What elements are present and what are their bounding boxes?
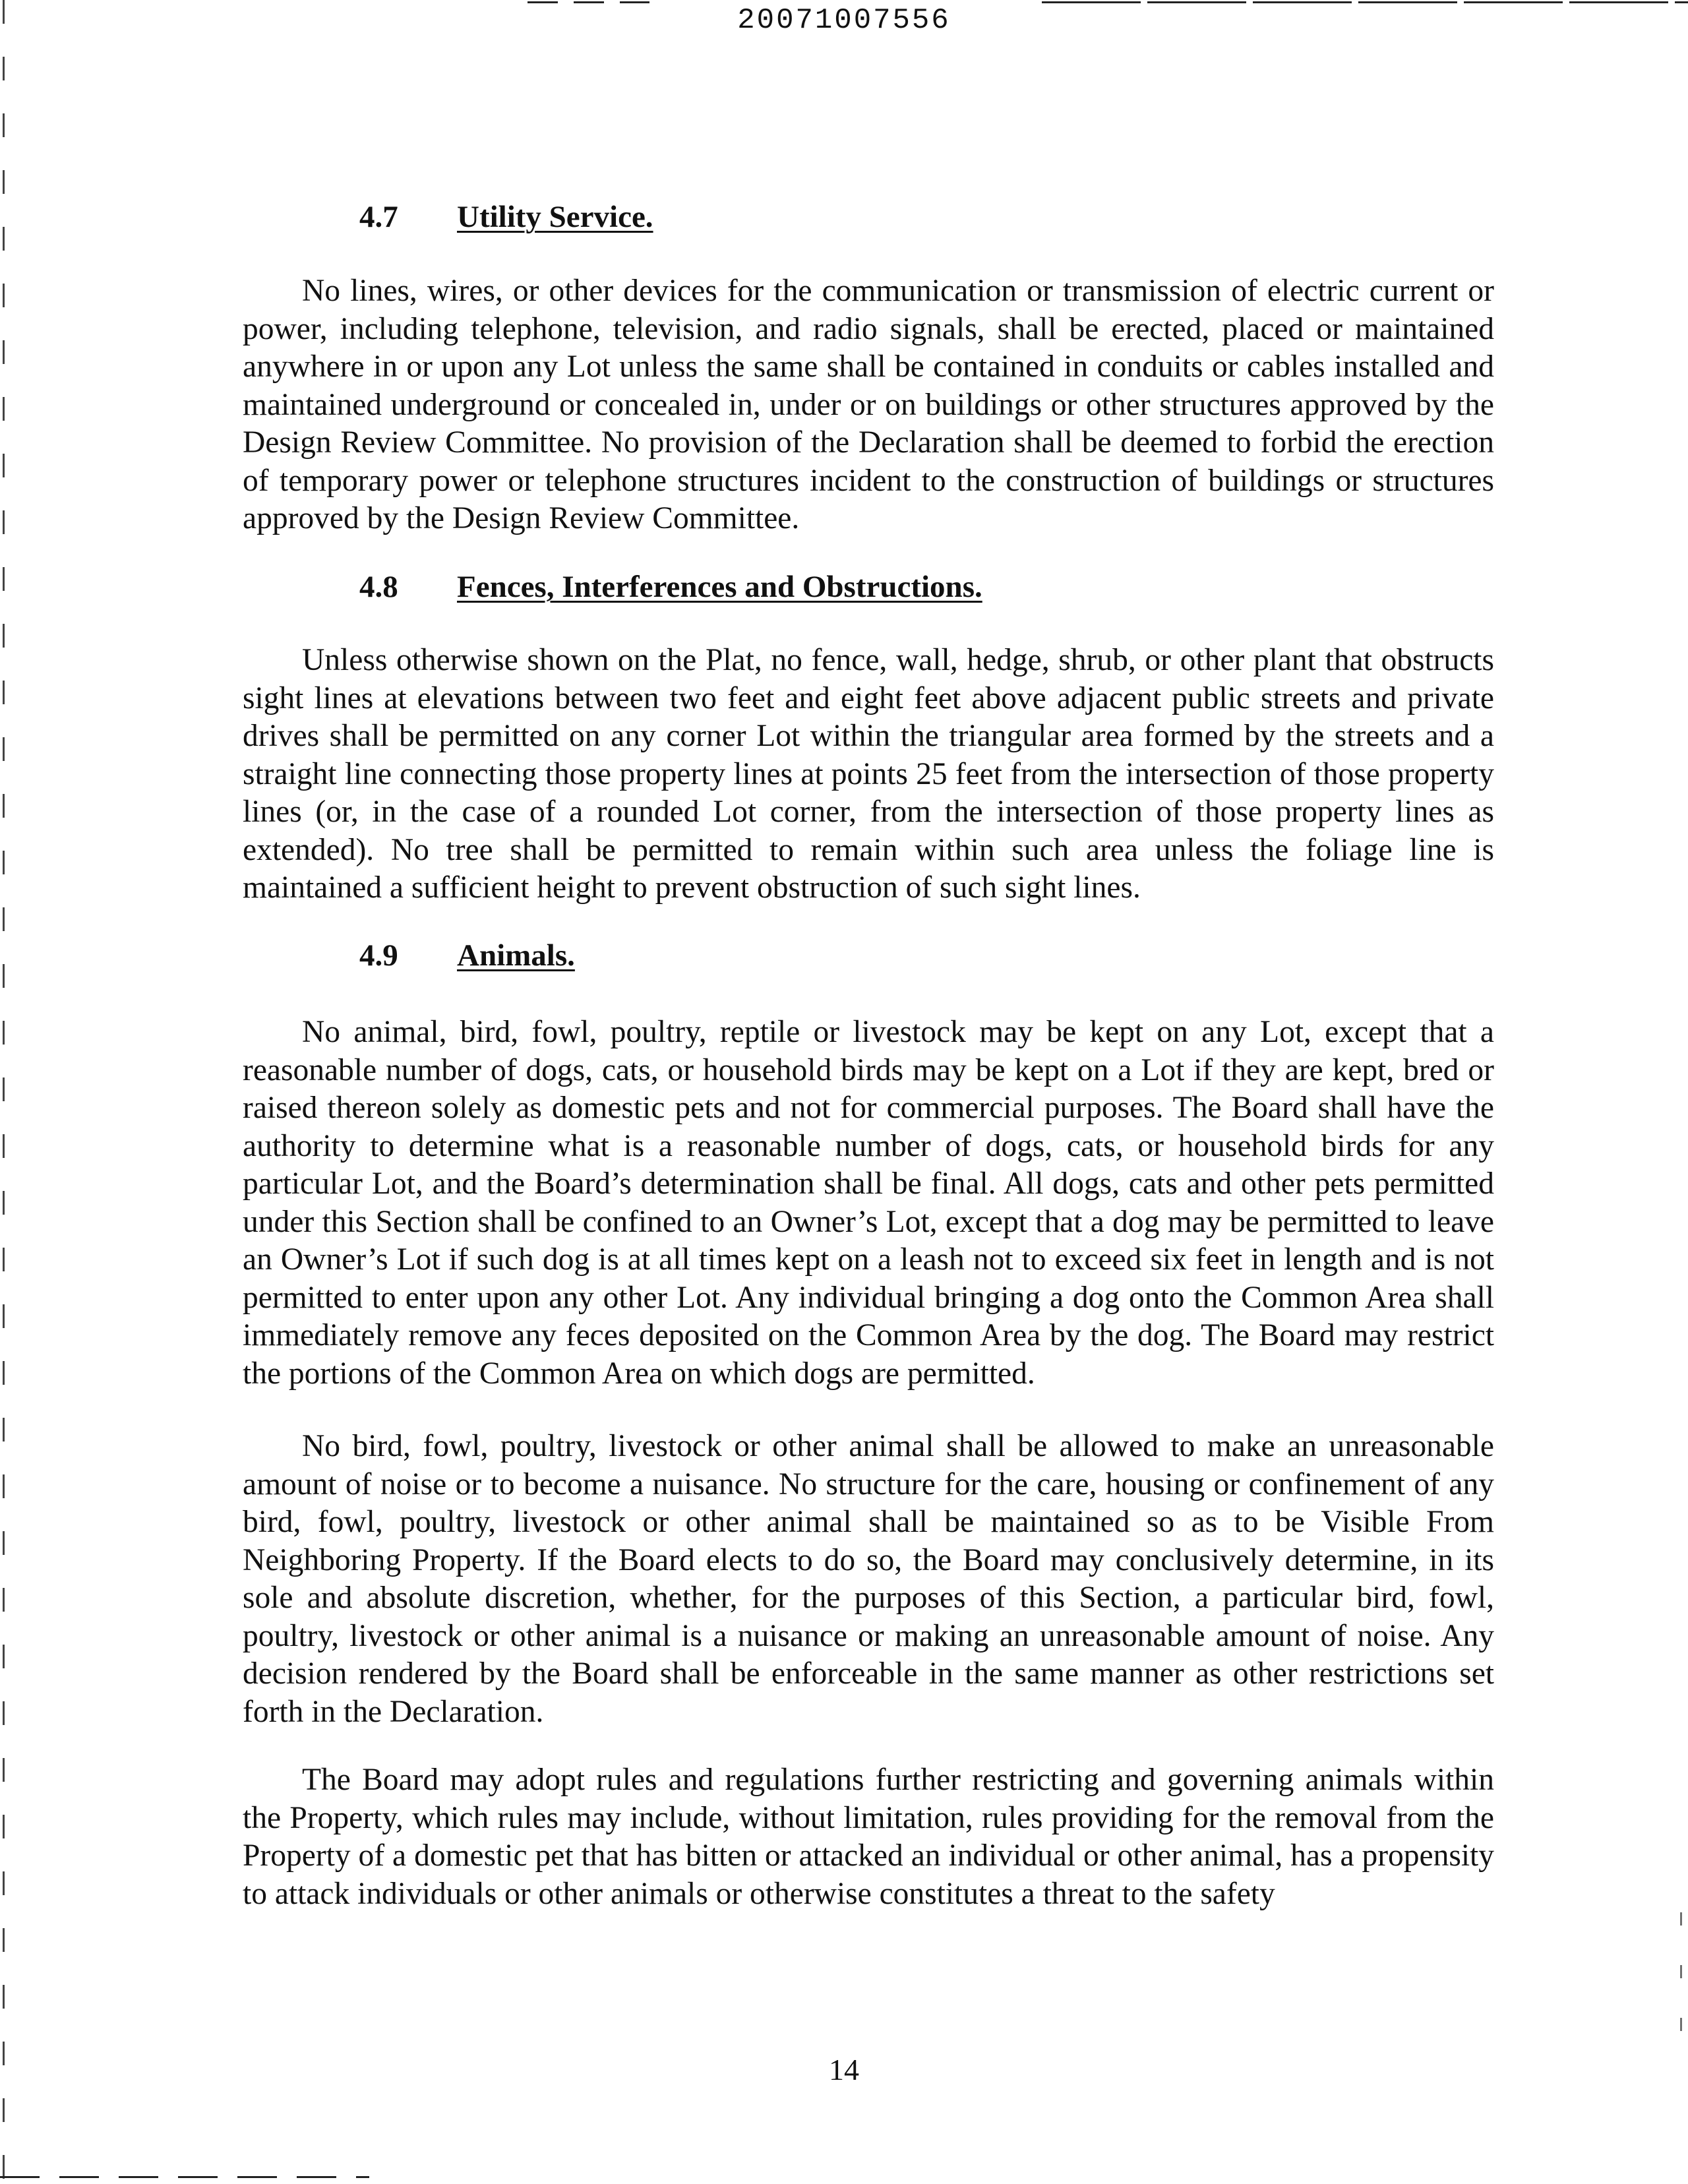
scan-edge-marks [3, 0, 5, 2184]
section-paragraph: No bird, fowl, poultry, livestock or other animal shall be allowed to make an unreasonable amount of noise or to become a nuisance. No structure for the care, housing or confinement of any bird, fowl, poultry, livestock or other animal shall be maintained so as to be Visible From Neighboring Property. If the Board elects to do so, the Board may conclusively determine, in its sole and absolute discretion, whether, for the purposes of this Section, a particular bird, fowl, poultry, livestock or other animal is a nuisance or making an unreasonable amount of noise. Any decision rendered by the Board shall be enforceable in the same manner as other restrictions set forth in the Declaration. [243, 1429, 1494, 1729]
section-heading [359, 569, 982, 605]
section-number: 4.7 [359, 200, 398, 234]
section-title: Animals. [457, 938, 575, 973]
section-paragraph: No lines, wires, or other devices for the communication or transmission of electric current or power, including telephone, television, and radio signals, shall be erected, placed or maintained anywhere in or upon any Lot unless the same shall be contained in conduits or cables installed and maintained underground or concealed in, under or on buildings or other structures approved by the Design Review Committee. No provision of the Declaration shall be deemed to forbid the erection of temporary power or telephone structures incident to the construction of buildings or structures approved by the Design Review Committee. [243, 274, 1494, 535]
section-title: Utility Service. [457, 200, 653, 234]
section-heading [359, 199, 653, 235]
section-heading [359, 938, 575, 973]
section-paragraph: The Board may adopt rules and regulations further restricting and governing animals within the Property, which rules may include, without limitation, rules providing for the removal from the Property of a domestic pet that has bitten or attacked an individual or other animal, has a propensity to attack individuals or other animals or otherwise constitutes a threat to the safety [243, 1763, 1494, 1911]
section-paragraph: No animal, bird, fowl, poultry, reptile or livestock may be kept on any Lot, except that a reasonable number of dogs, cats, or household birds may be kept on a Lot if they are kept, bred or raised thereon solely as domestic pets and not for commercial purposes. The Board shall have the authority to determine what is a reasonable number of dogs, cats, or household birds for any particular Lot, and the Board’s determination shall be final. All dogs, cats and other pets permitted under this Section shall be confined to an Owner’s Lot, except that a dog may be permitted to leave an Owner’s Lot if such dog is at all times kept on a leash not to exceed six feet in length and is not permitted to enter upon any other Lot. Any individual bringing a dog onto the Common Area shall immediately remove any feces deposited on the Common Area by the dog. The Board may restrict the portions of the Common Area on which dogs are permitted. [243, 1015, 1494, 1391]
scan-top-rule [1042, 1, 1688, 3]
scan-bottom-rule [0, 2176, 369, 2178]
page-number: 14 [829, 2053, 859, 2086]
scan-top-rule [528, 1, 649, 3]
section-number: 4.9 [359, 938, 398, 973]
section-title: Fences, Interferences and Obstructions. [457, 570, 982, 604]
section-paragraph: Unless otherwise shown on the Plat, no fence, wall, hedge, shrub, or other plant that obstructs sight lines at elevations between two feet and eight feet above adjacent public streets and private drives shall be permitted on any corner Lot within the triangular area formed by the streets and a straight line connecting those property lines at points 25 feet from the intersection of those property lines (or, in the case of a rounded Lot corner, from the intersection of those property lines as extended). No tree shall be permitted to remain within such area unless the foliage line is maintained a sufficient height to prevent obstruction of such sight lines. [243, 643, 1494, 905]
section-number: 4.8 [359, 570, 398, 604]
document-number: 20071007556 [737, 4, 951, 37]
scan-edge-marks [1680, 1912, 1682, 2071]
